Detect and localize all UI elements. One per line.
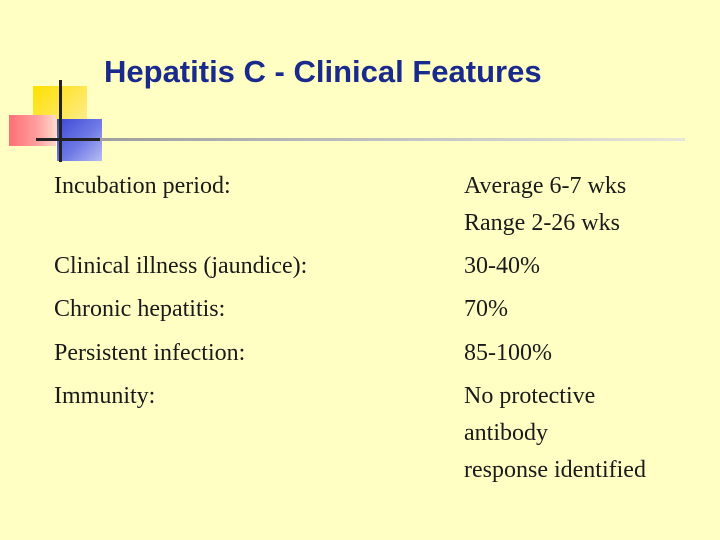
value-immunity-line-2: antibody: [464, 420, 548, 446]
label-persistent-infection: Persistent infection:: [54, 340, 246, 366]
value-immunity-line-3: response identified: [464, 457, 646, 483]
label-incubation: Incubation period:: [54, 173, 231, 199]
value-persistent-infection: 85-100%: [464, 340, 552, 366]
value-clinical-illness: 30-40%: [464, 253, 540, 279]
label-chronic-hepatitis: Chronic hepatitis:: [54, 296, 226, 322]
label-clinical-illness: Clinical illness (jaundice):: [54, 253, 308, 279]
decor-vertical-line: [59, 80, 62, 162]
value-incubation-range: Range 2-26 wks: [464, 210, 620, 236]
value-incubation-average: Average 6-7 wks: [464, 173, 627, 199]
decor-horizontal-line: [36, 138, 108, 141]
value-chronic-hepatitis: 70%: [464, 296, 508, 322]
slide-title: Hepatitis C - Clinical Features: [104, 54, 542, 89]
title-underline: [100, 138, 685, 141]
decor-red-square: [9, 115, 56, 146]
value-immunity-line-1: No protective: [464, 383, 596, 409]
label-immunity: Immunity:: [54, 383, 156, 409]
